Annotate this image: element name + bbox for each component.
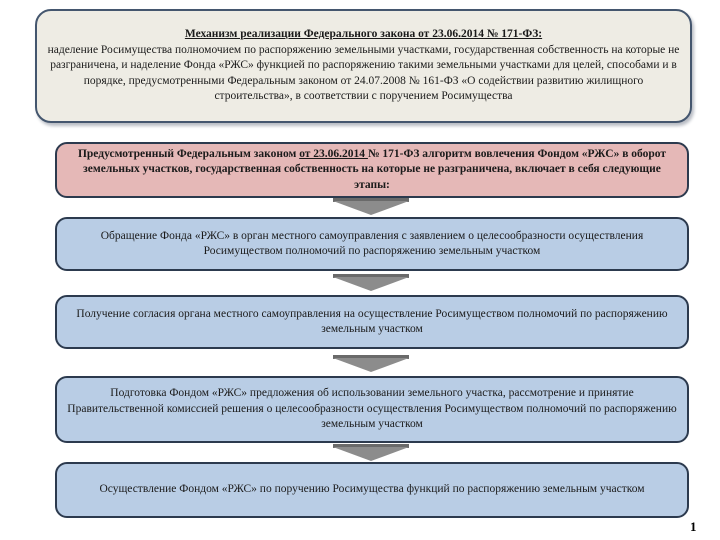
intro-text-1: Предусмотренный Федеральным законом [77,147,300,160]
mechanism-box [35,9,692,123]
step-1-box [55,217,689,271]
intro-date: от 23.06.2014 [299,147,368,160]
arrow-down-icon [333,358,409,372]
step-2-box [55,295,689,349]
step-4-box [55,462,689,518]
intro-text-2: № 171-ФЗ алгоритм вовлечения Фондом «РЖС» в оборот земельных участков, государственная собственность на которые не разграничена, включает в себя следующие этапы: [83,147,667,191]
step-4-text: Осуществление Фондом «РЖС» по поручению Росимущества функций по распоряжению земельным участком [99,483,645,496]
algorithm-intro-text [67,147,677,194]
mechanism-title: Механизм реализации Федерального закона от 23.06.2014 № 171-ФЗ: [184,28,543,41]
mechanism-text: наделение Росимущества полномочием по распоряжению земельными участками, государственная собственность на которые не разграничена, и наделение Фонда «РЖС» функцией по распоряжению такими земельными участками для целей, способами и в порядке, предусмотренными Федеральным законом от 24.07.2008 № 161-ФЗ «О содействии развитию жилищного строительства», в соответствии с поручением Росимущества [47,43,680,103]
step-1-text: Обращение Фонда «РЖС» в орган местного самоуправления с заявлением о целесообразности осуществления Росимуществом полномочий по распоряжению земельным участком [100,229,644,257]
arrow-down-icon [333,201,409,215]
arrow-down-icon [333,447,409,461]
algorithm-intro-box [55,142,689,198]
step-2-text: Получение согласия органа местного самоуправления на осуществление Росимуществом полномочий по распоряжению земельным участком [76,307,668,335]
step-3-box [55,376,689,443]
step-3-text: Подготовка Фондом «РЖС» предложения об использовании земельного участка, рассмотрение и принятие Правительственной комиссией решения о целесообразности осуществления Росимуществом полномочий по распоряжению земельным участком [67,387,677,431]
arrow-down-icon [333,277,409,291]
page-number: 1 [690,519,697,534]
